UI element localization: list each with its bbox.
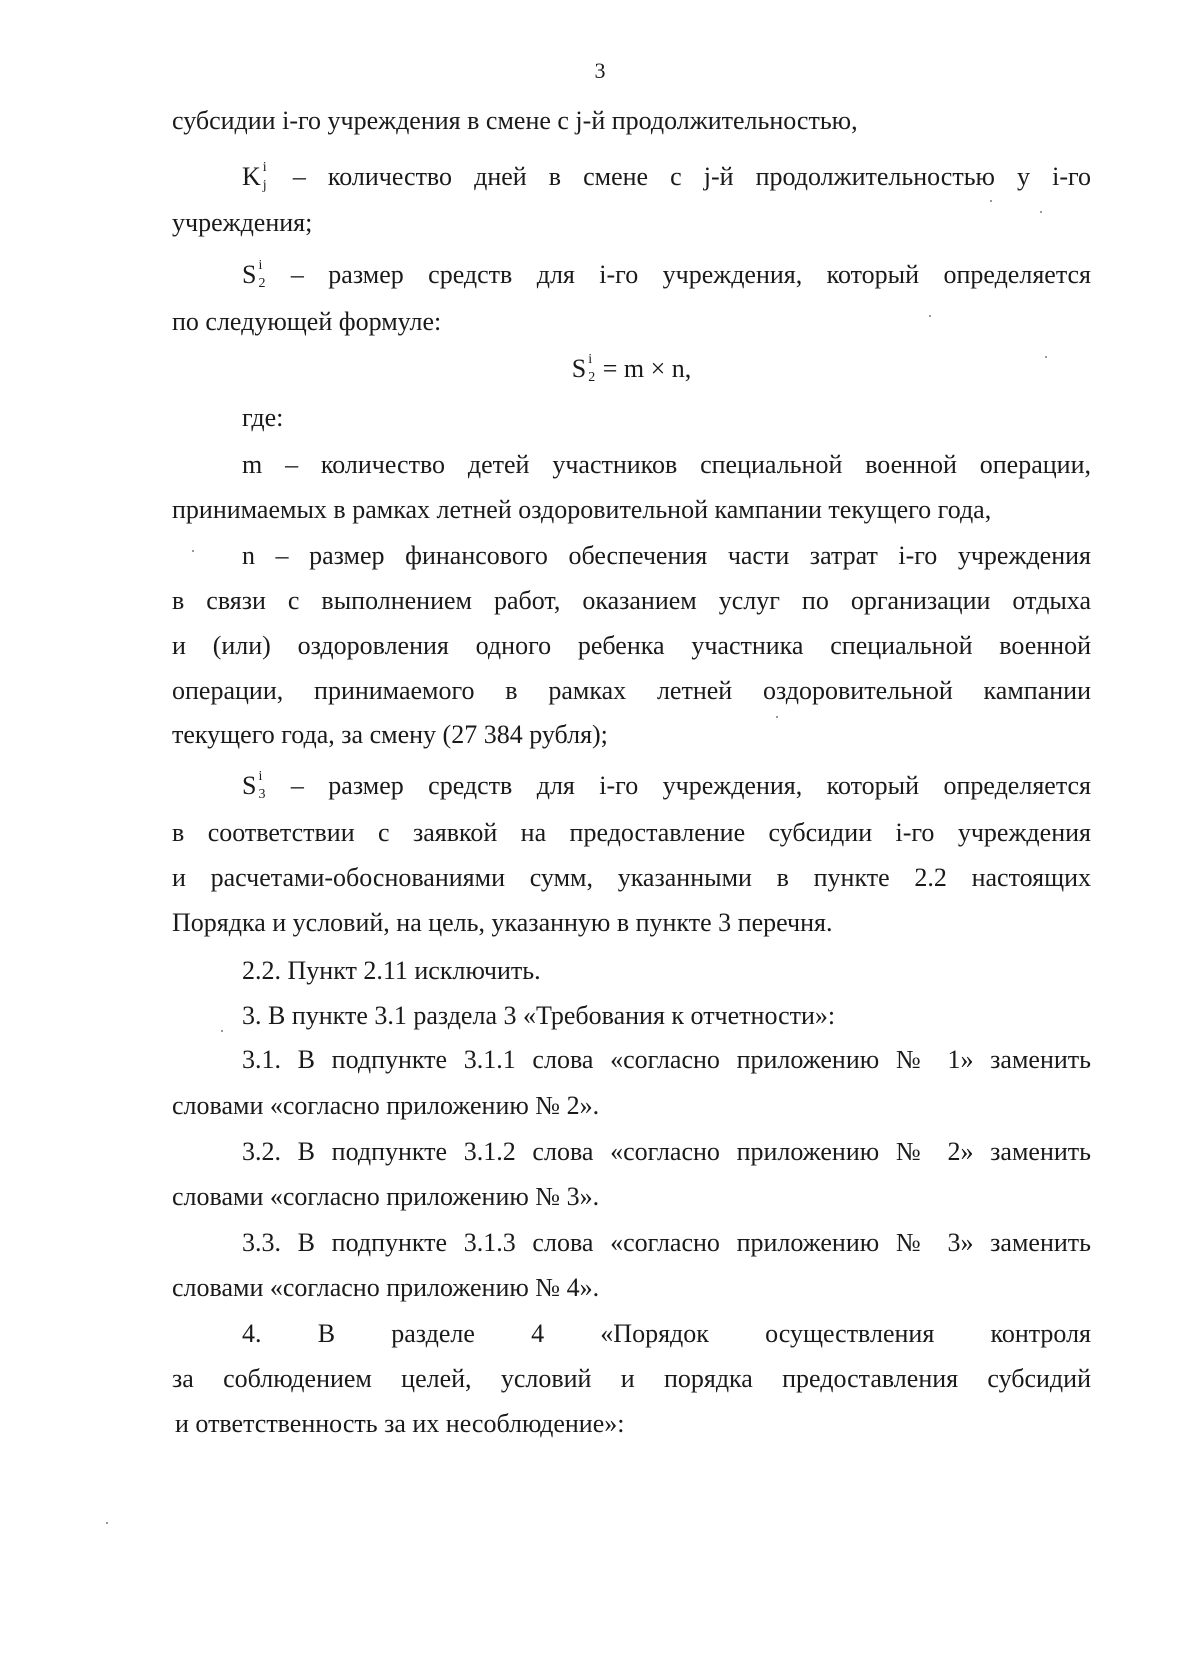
- formula-subscript: 2: [588, 370, 596, 385]
- scan-speck: [776, 716, 778, 718]
- definition-s3-line: [172, 769, 1091, 802]
- paragraph-line: и расчетами-обоснованиями сумм, указанными в пункте 2.2 настоящих: [172, 863, 1091, 892]
- paragraph-line: 4. В разделе 4 «Порядок осуществления контроля: [242, 1319, 1091, 1348]
- definition-s2-line: [172, 258, 1091, 291]
- paragraph-line: 2.2. Пункт 2.11 исключить.: [242, 956, 541, 985]
- k-superscript: i: [262, 160, 267, 175]
- paragraph-line: субсидии i-го учреждения в смене с j-й продолжительностью,: [172, 106, 858, 135]
- page-number: 3: [594, 58, 606, 83]
- definition-k-text: – количество дней в смене с j-й продолжительностью у i-го: [270, 162, 1091, 191]
- scan-speck: [929, 315, 931, 317]
- symbol-s2: S: [242, 260, 257, 289]
- definition-s3-text: – размер средств для i-го учреждения, который определяется: [266, 771, 1091, 800]
- scan-speck: [192, 550, 194, 552]
- scan-speck: [1040, 211, 1042, 213]
- definition-k-line: [172, 160, 1091, 193]
- scan-speck: [106, 1522, 108, 1524]
- s3-indices: [256, 769, 266, 802]
- paragraph-line: 3. В пункте 3.1 раздела 3 «Требования к отчетности»:: [242, 1001, 836, 1030]
- k-indices: [261, 160, 271, 193]
- s2-indices: [256, 258, 266, 291]
- paragraph-line: Порядка и условий, на цель, указанную в пункте 3 перечня.: [172, 908, 833, 937]
- formula-indices: [586, 352, 596, 385]
- paragraph-line: 3.1. В подпункте 3.1.1 слова «согласно приложению № 1» заменить: [242, 1045, 1091, 1074]
- paragraph-line: n – размер финансового обеспечения части затрат i-го учреждения: [242, 541, 1091, 570]
- k-subscript: j: [262, 178, 267, 193]
- s3-superscript: i: [258, 769, 263, 784]
- definition-s2-text: – размер средств для i-го учреждения, который определяется: [266, 260, 1091, 289]
- formula-symbol: S: [571, 354, 587, 383]
- s2-superscript: i: [258, 258, 263, 273]
- symbol-k: K: [242, 162, 261, 191]
- paragraph-line: где:: [242, 403, 284, 432]
- paragraph-line: m – количество детей участников специальной военной операции,: [242, 450, 1091, 479]
- paragraph-line: принимаемых в рамках летней оздоровительной кампании текущего года,: [172, 495, 992, 524]
- s2-subscript: 2: [258, 276, 266, 291]
- scan-speck: [990, 200, 992, 202]
- paragraph-line: 3.2. В подпункте 3.1.2 слова «согласно приложению № 2» заменить: [242, 1137, 1091, 1166]
- paragraph-line: за соблюдением целей, условий и порядка предоставления субсидий: [172, 1364, 1091, 1393]
- scan-speck: [221, 1030, 223, 1032]
- paragraph-line: в соответствии с заявкой на предоставление субсидии i-го учреждения: [172, 818, 1091, 847]
- formula-superscript: i: [588, 352, 593, 367]
- s3-subscript: 3: [258, 787, 266, 802]
- paragraph-line: словами «согласно приложению № 2».: [172, 1091, 600, 1120]
- paragraph-line: текущего года, за смену (27 384 рубля);: [172, 720, 608, 749]
- paragraph-line: по следующей формуле:: [172, 307, 442, 336]
- formula: [172, 352, 1091, 385]
- paragraph-line: и (или) оздоровления одного ребенка участника специальной военной: [172, 631, 1091, 660]
- paragraph-line: операции, принимаемого в рамках летней оздоровительной кампании: [172, 676, 1091, 705]
- symbol-s3: S: [242, 771, 257, 800]
- paragraph-line: учреждения;: [172, 208, 313, 237]
- paragraph-line: в связи с выполнением работ, оказанием услуг по организации отдыха: [172, 586, 1091, 615]
- formula-text: = m × n,: [596, 354, 692, 383]
- paragraph-line: словами «согласно приложению № 4».: [172, 1273, 600, 1302]
- paragraph-line: 3.3. В подпункте 3.1.3 слова «согласно приложению № 3» заменить: [242, 1228, 1091, 1257]
- scan-speck: [1045, 356, 1047, 358]
- paragraph-line: словами «согласно приложению № 3».: [172, 1182, 600, 1211]
- paragraph-line: и ответственность за их несоблюдение»:: [175, 1409, 625, 1438]
